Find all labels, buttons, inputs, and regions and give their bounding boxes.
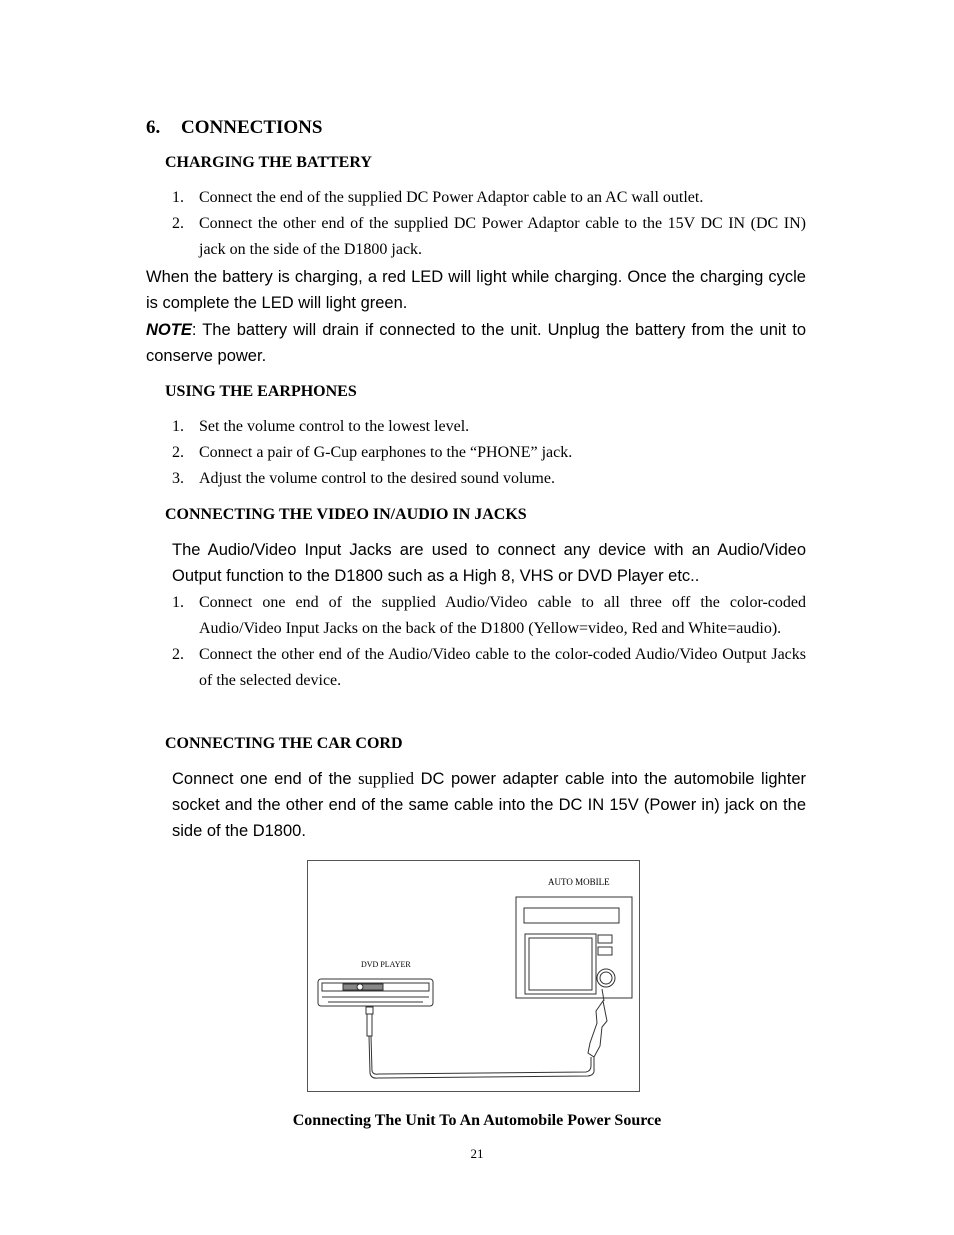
figure-drawing xyxy=(308,861,641,1093)
charging-note xyxy=(146,317,806,369)
power-cable xyxy=(366,1007,594,1078)
charging-heading: CHARGING THE BATTERY xyxy=(165,154,372,171)
earphones-heading: USING THE EARPHONES xyxy=(165,383,357,400)
list-item: 2. Connect the other end of the supplied DC Power Adaptor cable to the 15V DC IN (DC IN) jack on the side of the D1800 jack. xyxy=(172,215,806,258)
video-intro: The Audio/Video Input Jacks are used to connect any device with an Audio/Video Output function to the D1800 such as a High 8, VHS or DVD Player etc.. xyxy=(172,541,806,585)
section-heading xyxy=(146,117,322,139)
charging-steps xyxy=(172,185,806,263)
list-item: 1. Set the volume control to the lowest level. xyxy=(172,418,470,435)
list-item: 2. Connect the other end of the Audio/Video cable to the color-coded Audio/Video Output Jacks of the selected device. xyxy=(172,646,806,689)
section-title: CONNECTIONS xyxy=(181,117,323,138)
charging-info: When the battery is charging, a red LED will light while charging. Once the charging cycle is complete the LED will light green. xyxy=(146,268,806,312)
car-heading: CONNECTING THE CAR CORD xyxy=(165,735,403,752)
note-label: NOTE xyxy=(146,321,192,339)
car-text: Connect one end of the supplied DC power adapter cable into the automobile lighter socket and the other end of the same cable into the DC IN 15V (Power in) jack on the side of the D1800. xyxy=(172,769,806,840)
earphones-steps xyxy=(172,414,806,492)
dvd-player-label: DVD PLAYER xyxy=(361,960,411,969)
section-number: 6. xyxy=(146,117,161,138)
list-item: 1. Connect one end of the supplied Audio/Video cable to all three off the color-coded Audio/Video Input Jacks on the back of the D1800 (Yellow=video, Red and White=audio). xyxy=(172,594,806,637)
note-text: : The battery will drain if connected to the unit. Unplug the battery from the unit to conserve power. xyxy=(146,321,806,365)
dvd-player xyxy=(318,979,433,1006)
auto-mobile-label: AUTO MOBILE xyxy=(548,877,610,887)
car-connection-figure xyxy=(307,860,640,1092)
page-number: 21 xyxy=(470,1146,484,1161)
video-heading: CONNECTING THE VIDEO IN/AUDIO IN JACKS xyxy=(165,506,527,523)
figure-caption: Connecting The Unit To An Automobile Power Source xyxy=(292,1112,662,1129)
list-item: 1. Connect the end of the supplied DC Power Adaptor cable to an AC wall outlet. xyxy=(172,189,704,206)
video-steps xyxy=(172,590,806,694)
list-item: 2. Connect a pair of G-Cup earphones to the “PHONE” jack. xyxy=(172,444,573,461)
list-item: 3. Adjust the volume control to the desired sound volume. xyxy=(172,470,555,487)
lighter-plug xyxy=(588,989,607,1057)
automobile-dash xyxy=(516,897,632,998)
